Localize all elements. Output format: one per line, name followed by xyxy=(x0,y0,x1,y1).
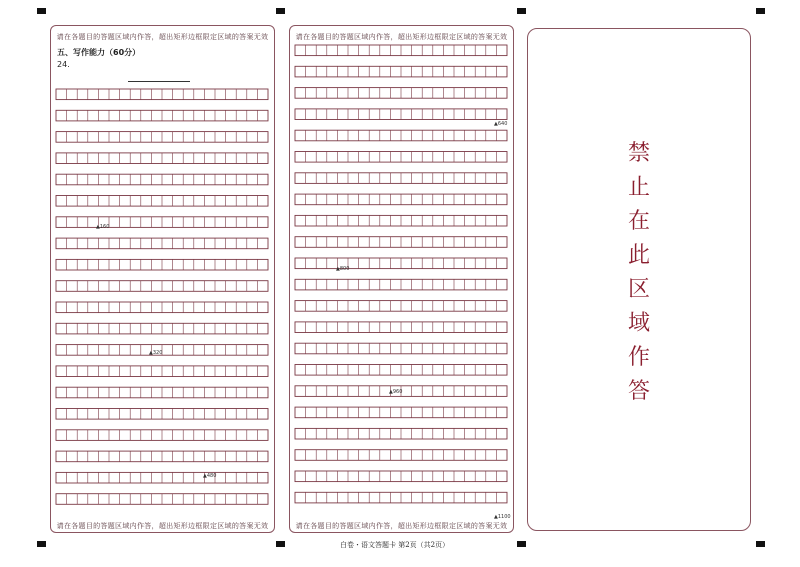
forbidden-char: 答 xyxy=(627,379,650,404)
word-count-mark: ▲640 xyxy=(494,121,508,127)
word-count-mark: ▲160 xyxy=(96,224,110,230)
word-count-mark: ▲800 xyxy=(336,266,350,272)
forbidden-char: 在 xyxy=(627,209,650,234)
writing-grid-left-svg[interactable] xyxy=(55,88,270,516)
registration-mark-top-center-right xyxy=(517,8,526,14)
answer-panel-left xyxy=(50,25,275,533)
registration-mark-top-center-left xyxy=(276,8,285,14)
word-count-mark: ▲1100 xyxy=(494,514,511,520)
essay-title-line[interactable] xyxy=(128,81,190,82)
registration-mark-bottom-center-left xyxy=(276,541,285,547)
forbidden-char: 区 xyxy=(627,277,650,302)
page-footer: 白卷・语文答题卡 第2页（共2页） xyxy=(340,541,450,549)
forbidden-char: 作 xyxy=(627,345,650,370)
writing-grid-middle-svg[interactable] xyxy=(294,44,509,516)
section-title: 五、写作能力（60分） xyxy=(57,48,141,57)
panel-top-notice: 请在各题目的答题区域内作答，超出矩形边框限定区域的答案无效 xyxy=(295,33,508,41)
word-count-mark: ▲320 xyxy=(149,350,163,356)
answer-panel-middle xyxy=(289,25,514,533)
question-number: 24. xyxy=(57,60,70,69)
forbidden-char: 域 xyxy=(627,311,650,336)
word-count-mark: ▲480 xyxy=(203,473,217,479)
registration-mark-bottom-right xyxy=(756,541,765,547)
panel-bottom-notice: 请在各题目的答题区域内作答，超出矩形边框限定区域的答案无效 xyxy=(295,522,508,530)
forbidden-area-text xyxy=(528,137,750,409)
forbidden-char: 此 xyxy=(627,243,650,268)
writing-grid-left[interactable] xyxy=(55,88,270,516)
registration-mark-bottom-left xyxy=(37,541,46,547)
registration-mark-top-left xyxy=(37,8,46,14)
panel-bottom-notice: 请在各题目的答题区域内作答，超出矩形边框限定区域的答案无效 xyxy=(56,522,269,530)
registration-mark-top-right xyxy=(756,8,765,14)
panel-top-notice: 请在各题目的答题区域内作答，超出矩形边框限定区域的答案无效 xyxy=(56,33,269,41)
word-count-mark: ▲960 xyxy=(389,389,403,395)
writing-grid-middle[interactable] xyxy=(294,44,509,516)
forbidden-char: 禁 xyxy=(627,141,650,166)
forbidden-area-panel xyxy=(527,28,751,531)
forbidden-char: 止 xyxy=(627,175,650,200)
registration-mark-bottom-center-right xyxy=(517,541,526,547)
